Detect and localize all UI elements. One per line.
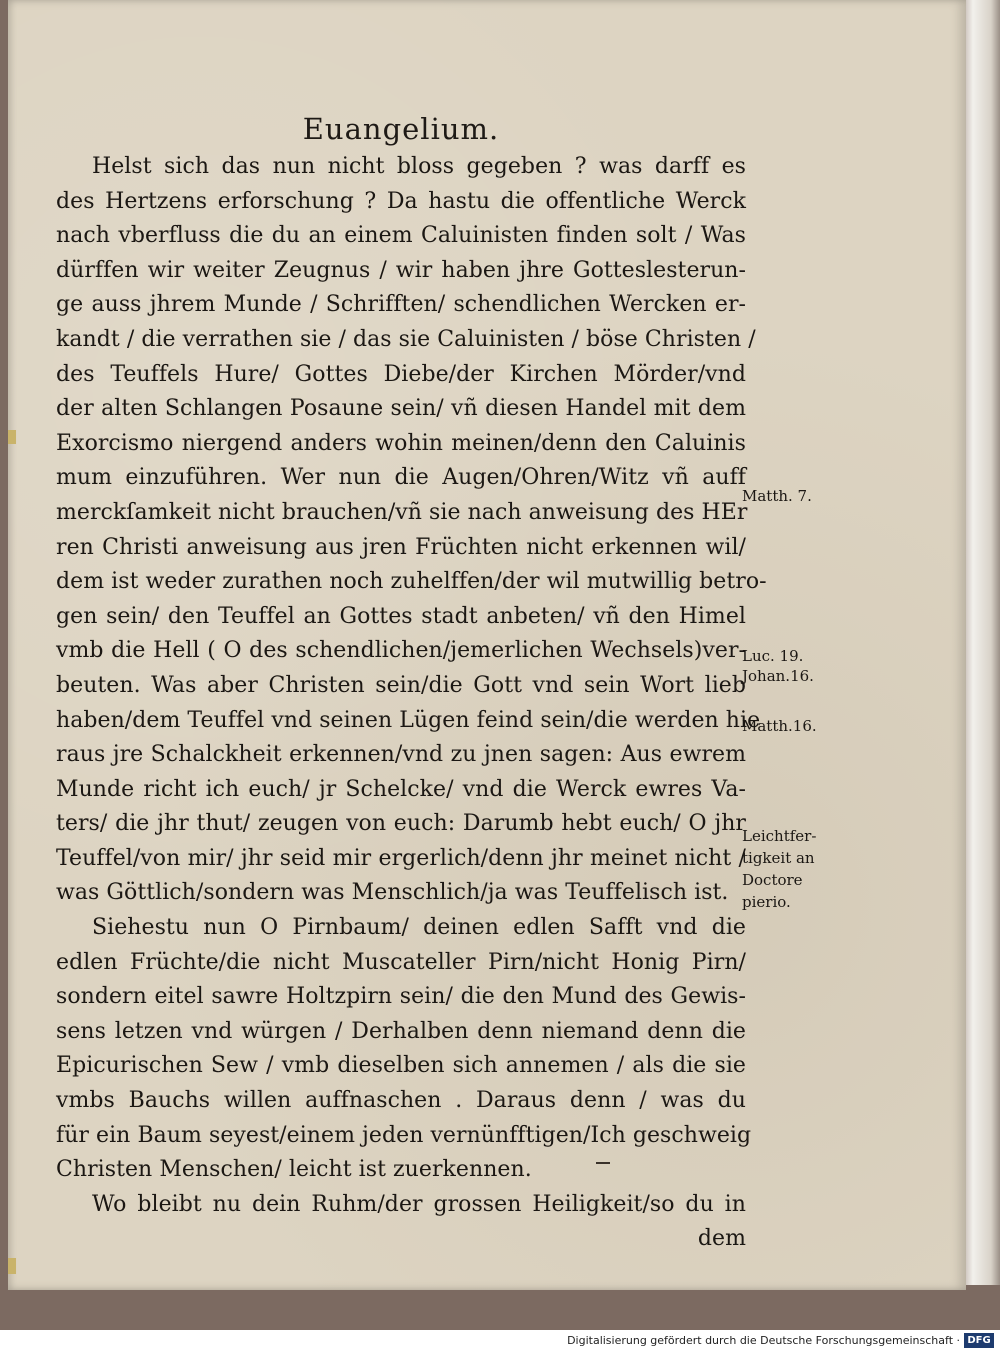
binding-thread	[8, 1258, 16, 1274]
text-line: nach vberfluss die du an einem Caluinisten finden solt / Was	[56, 223, 746, 249]
text-line: raus jre Schalckheit erkennen/vnd zu jnen sagen: Aus ewrem	[56, 742, 746, 768]
margin-note: Leichtfer-	[742, 827, 817, 845]
text-line: vmbs Bauchs willen auffnaschen . Daraus denn / was du	[56, 1088, 746, 1114]
book-page	[8, 0, 966, 1290]
text-line: gen sein/ den Teuffel an Gottes stadt anbeten/ vñ den Himel	[56, 603, 746, 629]
text-line: was Göttlich/sondern was Menschlich/ja was Teuffelisch ist.	[56, 880, 729, 906]
text-line: Wo bleibt nu dein Ruhm/der grossen Heiligkeit/so du in	[92, 1191, 746, 1217]
text-line: Exorcismo niergend anders wohin meinen/denn den Caluinis	[56, 430, 746, 456]
text-line: dürffen wir weiter Zeugnus / wir haben jhre Gotteslesterun-	[56, 257, 746, 283]
text-line: Teuffel/von mir/ jhr seid mir ergerlich/denn jhr meinet nicht /	[56, 845, 746, 871]
text-line: mum einzuführen. Wer nun die Augen/Ohren/Witz vñ auff	[56, 465, 746, 491]
text-line: haben/dem Teuffel vnd seinen Lügen feind sein/die werden hie	[56, 707, 761, 733]
text-line: Helst sich das nun nicht bloss gegeben ? was darff es	[92, 154, 746, 179]
text-line: kandt / die verrathen sie / das sie Caluinisten / böse Christen /	[56, 326, 756, 352]
running-title: Euangelium.	[302, 112, 500, 146]
text-line: sondern eitel sawre Holtzpirn sein/ die den Mund des Gewis-	[56, 984, 746, 1010]
margin-note: tigkeit an	[742, 849, 815, 867]
margin-note: Matth. 7.	[742, 487, 812, 505]
margin-note: Johan.16.	[742, 667, 814, 685]
text-line: dem ist weder zurathen noch zuhelffen/der wil mutwillig betro-	[56, 569, 767, 595]
text-line: des Hertzens erforschung ? Da hastu die offentliche Werck	[56, 188, 746, 214]
margin-note: Matth.16.	[742, 717, 817, 735]
footer-bar	[0, 1330, 1000, 1354]
margin-note: Doctore	[742, 871, 803, 889]
funding-credit: Digitalisierung gefördert durch die Deutsche Forschungsgemeinschaft ·	[567, 1334, 960, 1347]
text-line: Epicurischen Sew / vmb dieselben sich annemen / als die sie	[56, 1053, 746, 1079]
text-line: ters/ die jhr thut/ zeugen von euch: Darumb hebt euch/ O jhr	[56, 811, 746, 837]
text-line: vmb die Hell ( O des schendlichen/jemerlichen Wechsels)ver-	[56, 638, 746, 664]
text-line: ren Christi anweisung aus jren Früchten nicht erkennen wil/	[56, 534, 746, 560]
margin-note: Luc. 19.	[742, 647, 804, 665]
text-line: der alten Schlangen Posaune sein/ vñ diesen Handel mit dem	[56, 396, 746, 422]
text-line: sens letzen vnd würgen / Derhalben denn niemand denn die	[56, 1018, 746, 1044]
catchword: dem	[697, 1226, 746, 1252]
text-line: für ein Baum seyest/einem jeden vernünfftigen/Ich geschweig	[56, 1122, 752, 1148]
text-line: merckſamkeit nicht brauchen/vñ sie nach anweisung des HEr	[56, 499, 748, 525]
binding-thread	[8, 430, 16, 444]
text-line: des Teuffels Hure/ Gottes Diebe/der Kirchen Mörder/vnd	[56, 361, 746, 387]
margin-note: pierio.	[742, 893, 791, 911]
ink-mark	[596, 1162, 610, 1164]
text-line: Siehestu nun O Pirnbaum/ deinen edlen Safft vnd die	[92, 915, 746, 941]
text-line: ge auss jhrem Munde / Schrifften/ schendlichen Wercken er-	[56, 292, 746, 318]
dfg-logo-icon: DFG	[964, 1333, 994, 1348]
text-line: beuten. Was aber Christen sein/die Gott vnd sein Wort lieb	[56, 672, 746, 698]
text-line: Munde richt ich euch/ jr Schelcke/ vnd die Werck ewres Va-	[56, 776, 746, 802]
text-line: Christen Menschen/ leicht ist zuerkennen.	[56, 1157, 532, 1183]
text-line: edlen Früchte/die nicht Muscateller Pirn/nicht Honig Pirn/	[56, 949, 746, 975]
